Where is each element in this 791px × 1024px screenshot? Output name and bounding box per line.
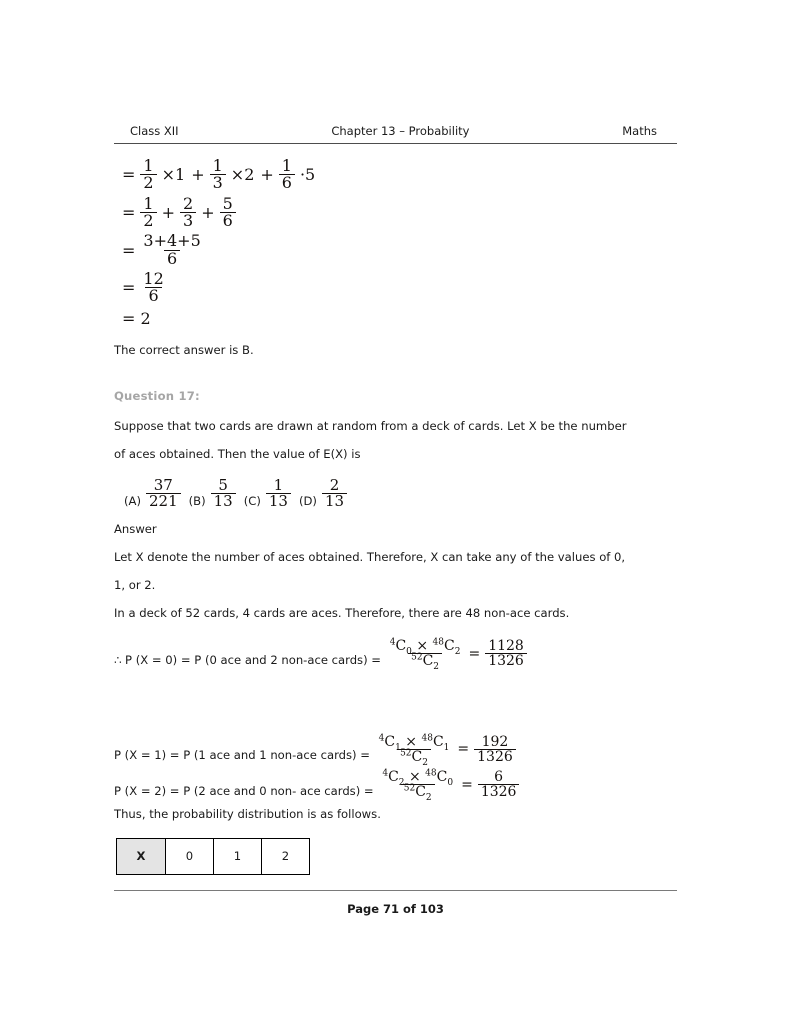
probability-x-equals-2	[114, 768, 677, 804]
derivation-line-3	[114, 233, 677, 267]
sup-n-right: 48	[425, 768, 437, 779]
fraction-one-half	[140, 193, 156, 230]
denominator: 3	[180, 212, 196, 229]
denominator: 6	[145, 287, 161, 304]
denominator: $^{52}C_2$	[401, 784, 435, 799]
fraction-sum-over-six	[140, 233, 203, 267]
options-row	[114, 475, 677, 510]
fraction-two-thirds	[180, 193, 196, 230]
sub-r-right: 2	[454, 646, 461, 657]
sup-n-left: 4	[382, 768, 389, 779]
probability-lead-2: P (X = 2) = P (2 ace and 0 non- ace cards) =	[114, 783, 378, 798]
numerator: 5	[222, 193, 233, 213]
denominator: 2	[140, 212, 156, 229]
question-text-line-2: of aces obtained. Then the value of E(X) is	[114, 446, 361, 461]
fraction-one-third	[210, 158, 226, 192]
derivation-block	[114, 158, 677, 328]
times-one: ×1	[161, 165, 186, 185]
combination-fraction-2	[379, 768, 456, 804]
answer-line-2: 1, or 2.	[114, 578, 156, 593]
option-value-b	[211, 475, 236, 510]
equals-sign: =	[122, 165, 136, 185]
denominator: 1326	[478, 784, 520, 799]
sub-r-den: 2	[425, 793, 432, 804]
answer-line-3: In a deck of 52 cards, 4 cards are aces. Therefore, there are 48 non-ace cards.	[114, 606, 570, 621]
sub-r-left: 0	[406, 646, 412, 657]
denominator: 6	[220, 212, 236, 229]
equals-sign: =	[122, 278, 136, 298]
times-two: ×2	[230, 165, 255, 185]
sub-r-left: 2	[398, 777, 405, 788]
dot-five: ·5	[299, 165, 316, 185]
header-class-label: Class XII	[130, 124, 179, 138]
option-value-a	[146, 475, 181, 510]
equals-sign: =	[461, 776, 473, 793]
answer-line-1: Let X denote the number of aces obtained. Therefore, X can take any of the values of 0,	[114, 550, 626, 565]
equals-sign: =	[122, 240, 136, 260]
denominator: 6	[279, 174, 295, 191]
probability-lead-1: P (X = 1) = P (1 ace and 1 non-ace cards) =	[114, 748, 374, 763]
table-cell-value-1: 1	[214, 838, 262, 874]
times-icon: ×	[405, 733, 418, 750]
header-chapter-title: Chapter 13 – Probability	[331, 124, 470, 138]
derivation-line-5: = 2	[122, 308, 151, 328]
option-value-c	[266, 475, 291, 510]
numerator: $^4C_0 \times ^{48}C_2$	[389, 637, 461, 657]
sub-r-den: 2	[433, 662, 440, 673]
vertical-gap	[114, 669, 677, 735]
numerator: 2	[183, 193, 194, 213]
numerator: 1	[212, 156, 223, 175]
plus-sign-1: +	[161, 202, 175, 222]
plus-sign-2: +	[260, 165, 274, 185]
times-icon: ×	[416, 638, 429, 655]
fraction-one-half	[140, 158, 156, 192]
numerator: 3+4+5	[143, 231, 201, 251]
sup-n-right: 48	[421, 732, 433, 743]
sub-r-den: 2	[422, 757, 428, 768]
combination-fraction-1	[376, 732, 453, 768]
equals-sign: =	[122, 202, 136, 222]
numerator: 5	[218, 475, 228, 494]
running-header	[114, 124, 677, 144]
numerator: $^4C_1 \times ^{48}C_1$	[378, 732, 450, 753]
denominator: 2	[140, 174, 156, 191]
denominator: 3	[210, 174, 226, 191]
numerator: 192	[481, 733, 509, 750]
option-tag-a[interactable]: (A)	[124, 494, 141, 509]
fraction-five-sixths	[220, 193, 236, 230]
table-row-header-x: X	[117, 838, 166, 874]
derivation-line-1	[114, 158, 677, 192]
question-text-line-1: Suppose that two cards are drawn at random from a deck of cards. Let X be the number	[114, 418, 627, 433]
denominator: $^{52}C_2$	[397, 749, 431, 764]
probability-expression-1	[374, 732, 518, 768]
numerator: 1	[143, 193, 154, 213]
numerator: 1128	[488, 638, 524, 655]
times-icon: ×	[408, 769, 421, 786]
numerator: 12	[143, 268, 164, 288]
sub-r-left: 1	[395, 742, 401, 753]
page-number: Page 71 of 103	[347, 902, 444, 916]
correct-answer-text: The correct answer is B.	[114, 342, 254, 357]
result-fraction-2	[478, 770, 520, 800]
denominator: 221	[146, 493, 181, 509]
equals-sign: =	[468, 645, 481, 662]
combination-fraction-0	[387, 637, 464, 673]
probability-x-equals-1	[114, 732, 677, 768]
thus-text: Thus, the probability distribution is as follows.	[114, 806, 381, 821]
sup-n-den: 52	[411, 652, 423, 663]
numerator: $^4C_2 \times ^{48}C_0$	[382, 768, 454, 788]
sup-n-left: 4	[378, 732, 385, 743]
page-footer	[114, 890, 677, 916]
option-tag-d[interactable]: (D)	[298, 494, 317, 509]
result-fraction-0	[485, 639, 527, 669]
denominator: 6	[164, 250, 180, 267]
probability-expression-2	[377, 768, 521, 804]
plus-sign-1: +	[191, 165, 205, 185]
numerator: 37	[153, 475, 173, 494]
sup-n-den: 52	[403, 783, 416, 794]
fraction-one-sixth	[279, 158, 295, 192]
table-row	[117, 838, 310, 874]
sup-n-left: 4	[389, 637, 396, 648]
page-content	[114, 124, 677, 875]
numerator: 6	[494, 769, 504, 786]
probability-x-equals-0	[114, 637, 677, 673]
numerator: 1	[281, 156, 292, 175]
plus-sign-2: +	[201, 202, 215, 222]
equals-sign: =	[457, 741, 470, 758]
sup-n-den: 52	[400, 748, 412, 759]
denominator: $^{52}C_2$	[408, 653, 442, 668]
answer-heading: Answer	[114, 522, 157, 537]
sub-r-right: 1	[443, 742, 450, 753]
derivation-line-2	[114, 193, 677, 230]
table-cell-value-2: 2	[262, 838, 310, 874]
table-cell-value-0: 0	[166, 838, 214, 874]
denominator: 13	[266, 493, 291, 509]
probability-expression-0	[385, 637, 529, 673]
numerator: 1	[143, 156, 154, 175]
sub-r-right: 0	[447, 777, 454, 788]
numerator: 1	[273, 475, 284, 494]
option-tag-c[interactable]: (C)	[243, 494, 261, 509]
question-label: Question 17:	[114, 388, 200, 403]
option-tag-b[interactable]: (B)	[188, 494, 206, 509]
option-value-d	[322, 475, 347, 510]
denominator: 13	[211, 493, 236, 509]
sup-n-right: 48	[432, 637, 444, 648]
denominator: 1326	[474, 749, 516, 764]
probability-lead-0: ∴ P (X = 0) = P (0 ace and 2 non-ace cards) =	[114, 652, 385, 667]
header-subject-label: Maths	[622, 124, 657, 138]
result-fraction-1	[474, 735, 516, 765]
numerator: 2	[329, 475, 340, 494]
denominator: 13	[322, 493, 347, 509]
derivation-line-4	[114, 268, 677, 306]
denominator: 1326	[485, 653, 527, 668]
probability-distribution-table	[116, 838, 310, 875]
fraction-twelve-sixths	[140, 268, 166, 306]
